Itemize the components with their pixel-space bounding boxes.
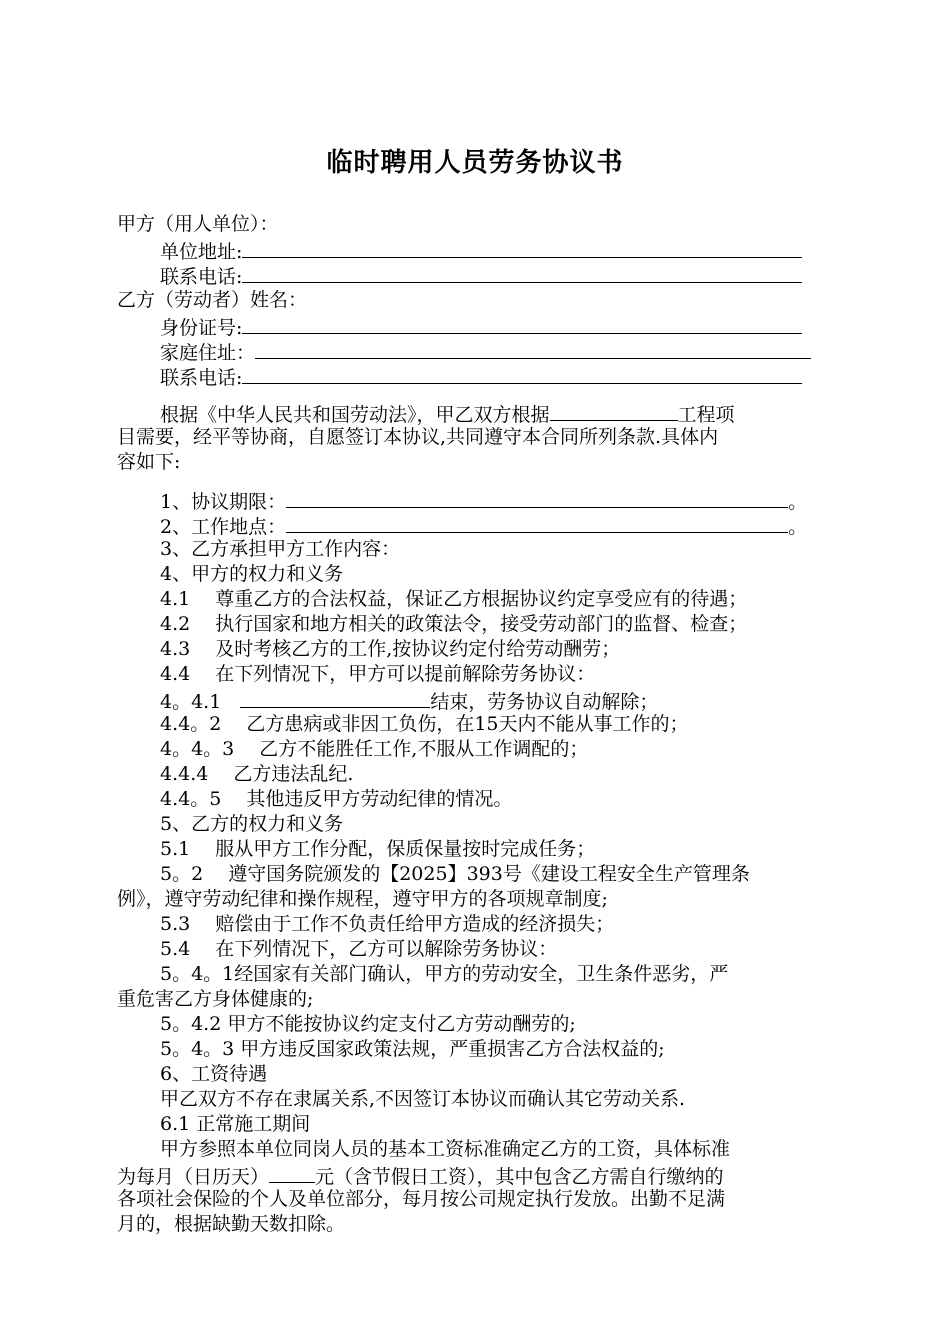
party-a-address-field[interactable] <box>242 237 802 258</box>
party-b-id-label: 身份证号: <box>160 317 243 339</box>
work-location-field[interactable] <box>286 512 788 533</box>
party-a-phone-field[interactable] <box>242 262 802 283</box>
clause-5-2-line-1: 5。2 遵守国务院颁发的【2025】393号《建设工程安全生产管理条 <box>160 863 750 885</box>
party-b-phone-row <box>160 363 802 391</box>
clause-1-end: 。 <box>788 491 808 513</box>
intro-line-3: 容如下: <box>117 451 181 473</box>
clause-2-row <box>160 512 807 540</box>
intro-line-2: 目需要，经平等协商，自愿签订本协议,共同遵守本合同所列条款.具体内 <box>117 426 719 448</box>
project-end-field[interactable] <box>240 687 430 708</box>
clause-3: 3、乙方承担甲方工作内容： <box>160 538 401 560</box>
intro-text-a: 根据《中华人民共和国劳动法》，甲乙双方根据 <box>160 404 550 426</box>
clause-4-4-3: 4。4。3 乙方不能胜任工作,不服从工作调配的； <box>160 738 589 760</box>
salary-text-b: 元（含节假日工资），其中包含乙方需自行缴纳的 <box>315 1166 724 1188</box>
party-b-id-row <box>160 313 802 341</box>
clause-6-1-para-line-4: 月的，根据缺勤天数扣除。 <box>117 1213 346 1235</box>
party-b-id-field[interactable] <box>242 313 802 334</box>
clause-1-row <box>160 487 807 515</box>
clause-5-4: 5.4 在下列情况下，乙方可以解除劳务协议： <box>160 938 558 960</box>
clause-6: 6、工资待遇 <box>160 1063 268 1085</box>
document-title: 临时聘用人员劳务协议书 <box>326 148 624 178</box>
clause-6-note: 甲乙双方不存在隶属关系,不因签订本协议而确认其它劳动关系. <box>160 1088 686 1110</box>
party-a-phone-row <box>160 262 802 290</box>
intro-line-1 <box>160 400 735 428</box>
salary-text-a: 为每月（日历天） <box>117 1166 270 1188</box>
party-b-phone-label: 联系电话: <box>160 367 243 389</box>
project-name-field[interactable] <box>550 400 678 421</box>
clause-4-4-1-text: 结束，劳务协议自动解除； <box>430 691 659 713</box>
clause-5-3: 5.3 赔偿由于工作不负责任给甲方造成的经济损失； <box>160 913 615 935</box>
clause-6-1-para-line-1: 甲方参照本单位同岗人员的基本工资标准确定乙方的工资，具体标准 <box>160 1138 731 1160</box>
clause-5-4-3: 5。4。3 甲方违反国家政策法规，严重损害乙方合法权益的; <box>160 1038 665 1060</box>
clause-4-4-1-row <box>160 687 658 715</box>
intro-text-b: 工程项 <box>677 404 735 426</box>
clause-4-4-4: 4.4.4 乙方违法乱纪. <box>160 763 354 785</box>
clause-5-1: 5.1 服从甲方工作分配，保质保量按时完成任务； <box>160 838 596 860</box>
clause-4-4-2: 4.4。2 乙方患病或非因工负伤，在15天内不能从事工作的； <box>160 713 689 735</box>
clause-5-4-1-line-2: 重危害乙方身体健康的; <box>117 988 314 1010</box>
clause-4-2: 4.2 执行国家和地方相关的政策法令，接受劳动部门的监督、检查； <box>160 613 748 635</box>
party-b-home-label: 家庭住址： <box>160 342 256 364</box>
clause-6-1: 6.1 正常施工期间 <box>160 1113 311 1135</box>
party-a-address-row <box>160 237 802 265</box>
monthly-salary-field[interactable] <box>269 1162 315 1183</box>
clause-1-label: 1、协议期限： <box>160 491 287 513</box>
party-a-address-label: 单位地址: <box>160 241 243 263</box>
clause-5-4-2: 5。4.2 甲方不能按协议约定支付乙方劳动酬劳的; <box>160 1013 576 1035</box>
party-b-heading: 乙方（劳动者）姓名： <box>117 289 308 311</box>
clause-2-end: 。 <box>788 516 808 538</box>
party-a-heading: 甲方（用人单位）： <box>117 213 279 235</box>
party-b-home-field[interactable] <box>255 338 811 359</box>
clause-4-4-5: 4.4。5 其他违反甲方劳动纪律的情况。 <box>160 788 513 810</box>
party-b-home-row <box>160 338 811 366</box>
clause-5-4-1-line-1: 5。4。1经国家有关部门确认，甲方的劳动安全，卫生条件恶劣，严 <box>160 963 729 985</box>
clause-4: 4、甲方的权力和义务 <box>160 563 344 585</box>
clause-6-1-para-line-3: 各项社会保险的个人及单位部分，每月按公司规定执行发放。出勤不足满 <box>117 1188 726 1210</box>
clause-4-3: 4.3 及时考核乙方的工作,按协议约定付给劳动酬劳； <box>160 638 621 660</box>
party-b-phone-field[interactable] <box>242 363 802 384</box>
agreement-term-field[interactable] <box>286 487 788 508</box>
clause-4-4-1-label: 4。4.1 <box>160 691 241 713</box>
clause-4-1: 4.1 尊重乙方的合法权益，保证乙方根据协议约定享受应有的待遇； <box>160 588 748 610</box>
clause-5: 5、乙方的权力和义务 <box>160 813 344 835</box>
clause-4-4: 4.4 在下列情况下，甲方可以提前解除劳务协议： <box>160 663 596 685</box>
clause-6-1-para-line-2 <box>117 1162 724 1190</box>
party-a-phone-label: 联系电话: <box>160 266 243 288</box>
clause-2-label: 2、工作地点： <box>160 516 287 538</box>
clause-5-2-line-2: 例》，遵守劳动纪律和操作规程，遵守甲方的各项规章制度; <box>117 888 608 910</box>
